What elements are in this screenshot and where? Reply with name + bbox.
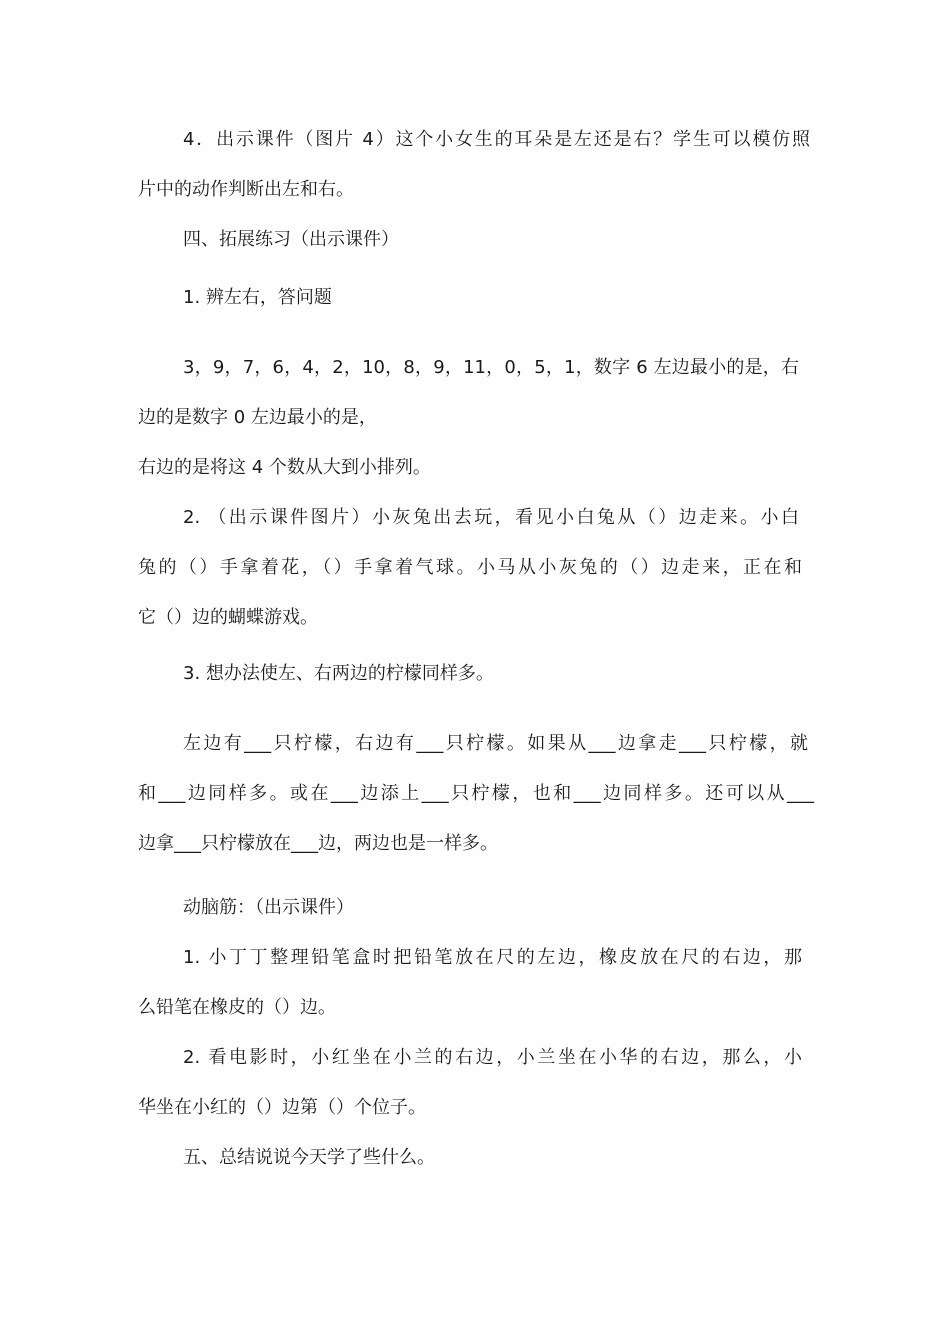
section-heading: 四、拓展练习（出示课件） [183,229,399,250]
text-line: 么铅笔在橡皮的（）边。 [138,997,336,1018]
section-heading: 五、总结说说今天学了些什么。 [183,1147,435,1168]
text-line: 2. 看电影时，小红坐在小兰的右边，小兰坐在小华的右边，那么，小 [183,1047,802,1068]
text-line: 和___边同样多。或在___边添上___只柠檬，也和___边同样多。还可以从___ [138,783,814,804]
text-line: 华坐在小红的（）边第（）个位子。 [138,1097,426,1118]
text-line: 3. 想办法使左、右两边的柠檬同样多。 [183,663,494,684]
text-line: 片中的动作判断出左和右。 [138,179,354,200]
text-line: 1. 小丁丁整理铅笔盒时把铅笔放在尺的左边，橡皮放在尺的右边，那 [183,947,802,968]
text-line: 1. 辨左右，答问题 [183,287,332,308]
text-line: 右边的是将这 4 个数从大到小排列。 [138,457,431,478]
text-line: 4．出示课件（图片 4）这个小女生的耳朵是左还是右？学生可以模仿照 [183,129,810,150]
text-line: 3，9，7，6，4，2，10，8，9，11，0，5，1，数字 6 左边最小的是，右 [183,357,799,378]
text-line: 左边有___只柠檬，右边有___只柠檬。如果从___边拿走___只柠檬，就 [183,733,808,754]
text-line: 边的是数字 0 左边最小的是， [138,407,377,428]
section-heading: 动脑筋：（出示课件） [183,897,354,918]
text-line: 它（）边的蝴蝶游戏。 [138,607,318,628]
text-line: 2. （出示课件图片）小灰兔出去玩，看见小白兔从（）边走来。小白 [183,507,799,528]
text-line: 边拿___只柠檬放在___边，两边也是一样多。 [138,833,498,854]
text-line: 兔的（）手拿着花，（）手拿着气球。小马从小灰兔的（）边走来，正在和 [138,557,802,578]
